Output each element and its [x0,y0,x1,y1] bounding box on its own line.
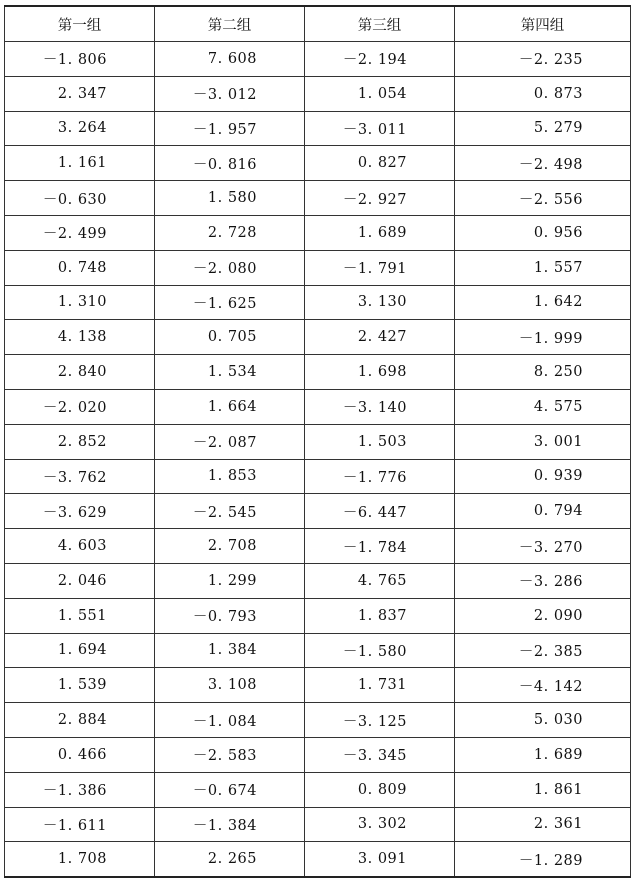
column-header-group-2: 第二组 [155,6,305,42]
table-cell-group-4: 0. 939 [455,459,631,494]
table-cell-group-3: －3. 125 [305,703,455,738]
table-cell-group-3: －3. 345 [305,737,455,772]
table-cell-group-2: 1. 853 [155,459,305,494]
table-cell-group-1: －1. 611 [5,807,155,842]
table-cell-group-4: 0. 794 [455,494,631,529]
table-cell-group-4: 1. 557 [455,250,631,285]
table-row [5,842,631,877]
table-cell-group-3: 0. 827 [305,146,455,181]
table-cell-group-4: 5. 030 [455,703,631,738]
table-cell-group-3: 1. 837 [305,598,455,633]
table-row [5,807,631,842]
table-cell-group-1: －3. 629 [5,494,155,529]
table-cell-group-1: 2. 884 [5,703,155,738]
table-cell-group-1: －1. 806 [5,42,155,77]
table-row [5,737,631,772]
column-header-group-3: 第三组 [305,6,455,42]
table-cell-group-2: 2. 728 [155,215,305,250]
table-cell-group-2: －1. 957 [155,111,305,146]
table-cell-group-4: 0. 873 [455,76,631,111]
table-cell-group-4: 0. 956 [455,215,631,250]
table-row [5,598,631,633]
table-row [5,772,631,807]
table-cell-group-1: －0. 630 [5,181,155,216]
table-row [5,215,631,250]
table-row [5,389,631,424]
table-cell-group-2: －0. 793 [155,598,305,633]
table-row [5,320,631,355]
table-cell-group-2: 1. 384 [155,633,305,668]
table-row [5,285,631,320]
table-cell-group-4: －4. 142 [455,668,631,703]
table-row [5,181,631,216]
table-cell-group-1: 1. 708 [5,842,155,877]
table-cell-group-1: 1. 694 [5,633,155,668]
table-row [5,355,631,390]
table-cell-group-2: －1. 384 [155,807,305,842]
table-cell-group-1: 4. 138 [5,320,155,355]
table-cell-group-1: 1. 539 [5,668,155,703]
table-cell-group-2: －1. 084 [155,703,305,738]
table-cell-group-3: －2. 194 [305,42,455,77]
table-cell-group-3: －1. 784 [305,529,455,564]
table-cell-group-3: 1. 054 [305,76,455,111]
table-cell-group-2: 1. 664 [155,389,305,424]
table-row [5,459,631,494]
data-table [4,5,631,878]
table-cell-group-2: 1. 299 [155,563,305,598]
table-cell-group-3: 3. 091 [305,842,455,877]
table-cell-group-2: －2. 545 [155,494,305,529]
table-cell-group-3: 2. 427 [305,320,455,355]
table-cell-group-1: 0. 748 [5,250,155,285]
table-cell-group-2: －0. 816 [155,146,305,181]
table-cell-group-3: 3. 130 [305,285,455,320]
table-cell-group-1: 2. 046 [5,563,155,598]
table-cell-group-4: －2. 235 [455,42,631,77]
table-cell-group-1: 1. 551 [5,598,155,633]
table-row [5,111,631,146]
header-row [5,6,631,42]
table-cell-group-1: 3. 264 [5,111,155,146]
table-cell-group-2: 1. 534 [155,355,305,390]
table-row [5,529,631,564]
table-cell-group-2: －3. 012 [155,76,305,111]
table-row [5,42,631,77]
table-cell-group-2: －2. 087 [155,424,305,459]
table-cell-group-4: 1. 689 [455,737,631,772]
table-cell-group-1: －2. 020 [5,389,155,424]
table-cell-group-2: －0. 674 [155,772,305,807]
column-header-group-1: 第一组 [5,6,155,42]
table-cell-group-1: 4. 603 [5,529,155,564]
table-cell-group-2: 2. 265 [155,842,305,877]
table-cell-group-1: 1. 161 [5,146,155,181]
table-cell-group-3: 1. 689 [305,215,455,250]
table-cell-group-4: －3. 270 [455,529,631,564]
table-cell-group-3: －1. 580 [305,633,455,668]
table-cell-group-4: －2. 498 [455,146,631,181]
table-cell-group-3: －2. 927 [305,181,455,216]
table-cell-group-1: －1. 386 [5,772,155,807]
table-row [5,703,631,738]
table-row [5,424,631,459]
table-cell-group-1: 0. 466 [5,737,155,772]
table-cell-group-2: 7. 608 [155,42,305,77]
table-cell-group-4: －2. 385 [455,633,631,668]
table-cell-group-4: －2. 556 [455,181,631,216]
table-cell-group-3: －1. 791 [305,250,455,285]
table-cell-group-4: 2. 361 [455,807,631,842]
table-cell-group-3: 4. 765 [305,563,455,598]
table-cell-group-4: 2. 090 [455,598,631,633]
table-cell-group-2: 0. 705 [155,320,305,355]
table-cell-group-2: －2. 080 [155,250,305,285]
table-cell-group-4: －1. 999 [455,320,631,355]
table-cell-group-3: 3. 302 [305,807,455,842]
data-table-container [4,5,630,878]
table-cell-group-3: －1. 776 [305,459,455,494]
table-cell-group-3: －3. 011 [305,111,455,146]
table-cell-group-1: 2. 852 [5,424,155,459]
table-cell-group-4: 8. 250 [455,355,631,390]
table-cell-group-3: －6. 447 [305,494,455,529]
table-row [5,563,631,598]
table-cell-group-4: 4. 575 [455,389,631,424]
table-cell-group-3: 1. 503 [305,424,455,459]
column-header-group-4: 第四组 [455,6,631,42]
table-cell-group-1: －3. 762 [5,459,155,494]
table-row [5,494,631,529]
table-cell-group-3: 1. 698 [305,355,455,390]
table-cell-group-2: 1. 580 [155,181,305,216]
table-cell-group-1: 2. 347 [5,76,155,111]
table-cell-group-4: 1. 642 [455,285,631,320]
table-cell-group-4: －1. 289 [455,842,631,877]
table-cell-group-1: 1. 310 [5,285,155,320]
table-cell-group-4: 3. 001 [455,424,631,459]
table-cell-group-3: 0. 809 [305,772,455,807]
table-cell-group-4: －3. 286 [455,563,631,598]
table-cell-group-4: 5. 279 [455,111,631,146]
table-row [5,668,631,703]
table-row [5,250,631,285]
table-cell-group-1: －2. 499 [5,215,155,250]
table-row [5,76,631,111]
table-cell-group-3: －3. 140 [305,389,455,424]
table-cell-group-2: 2. 708 [155,529,305,564]
table-cell-group-3: 1. 731 [305,668,455,703]
table-body [5,42,631,878]
table-cell-group-4: 1. 861 [455,772,631,807]
table-row [5,146,631,181]
table-cell-group-1: 2. 840 [5,355,155,390]
table-row [5,633,631,668]
table-cell-group-2: －1. 625 [155,285,305,320]
table-cell-group-2: 3. 108 [155,668,305,703]
table-cell-group-2: －2. 583 [155,737,305,772]
